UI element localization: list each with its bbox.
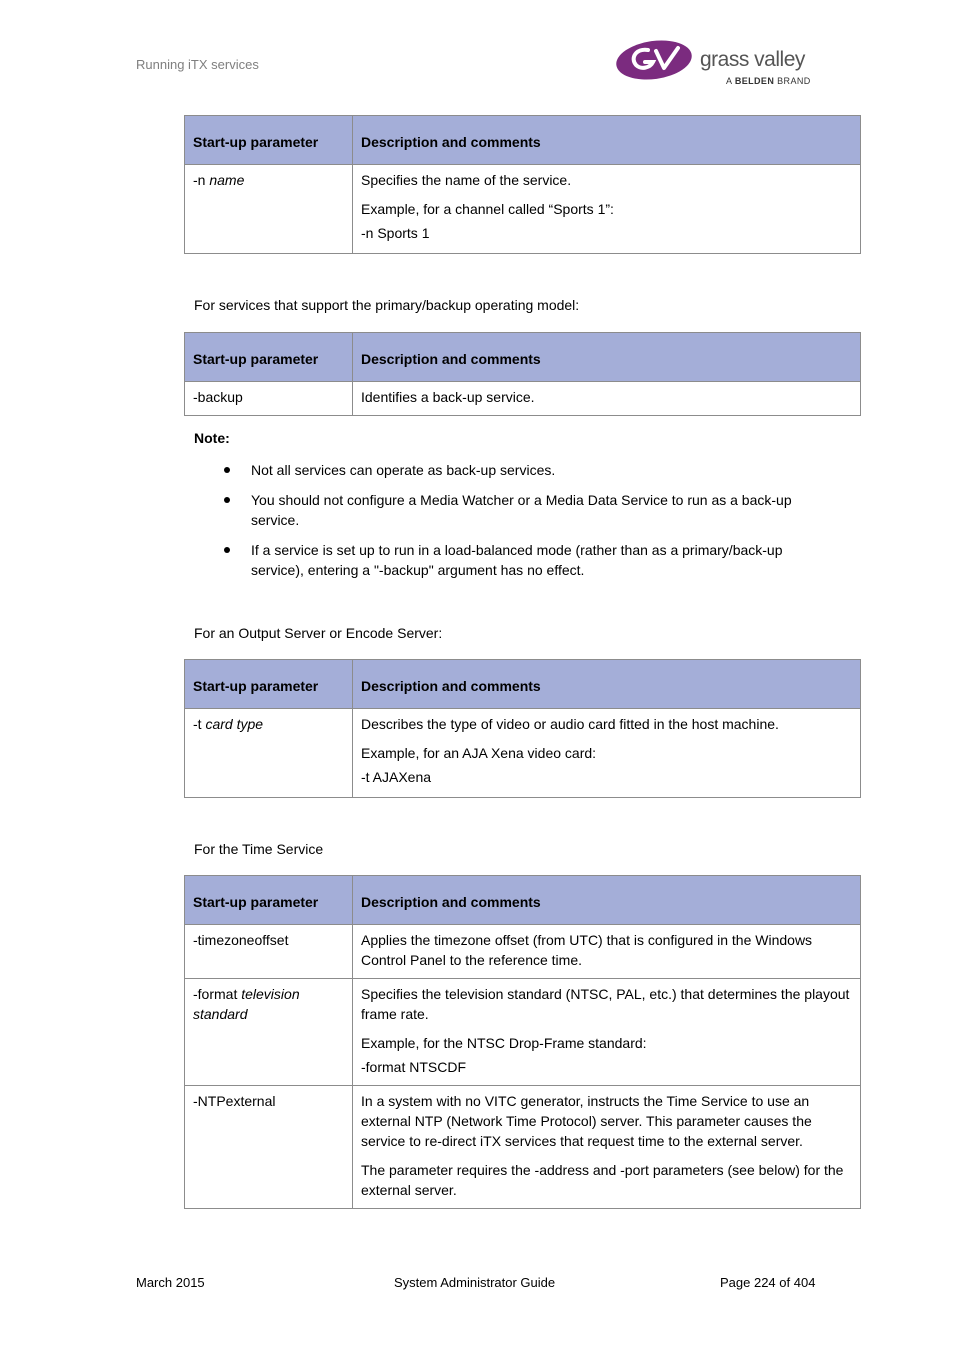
- column-header-desc: Description and comments: [353, 333, 861, 382]
- running-header: Running iTX services: [136, 57, 259, 72]
- output-server-paragraph: For an Output Server or Encode Server:: [194, 625, 443, 641]
- backup-table: [184, 332, 861, 416]
- grass-valley-logo: [614, 36, 824, 92]
- param-cell: -backup: [185, 382, 353, 416]
- param-cell: -n name: [185, 165, 353, 254]
- list-item: You should not configure a Media Watcher or a Media Data Service to run as a back-up service.: [222, 490, 822, 530]
- desc-cell: Identifies a back-up service.: [353, 382, 861, 416]
- table-row: [185, 709, 861, 798]
- list-item: Not all services can operate as back-up services.: [222, 460, 822, 480]
- desc-cell: Describes the type of video or audio card fitted in the host machine. Example, for an AJA Xena video card: -t AJAXena: [353, 709, 861, 798]
- param-cell: -NTPexternal: [185, 1086, 353, 1209]
- param-cell: -timezoneoffset: [185, 925, 353, 979]
- desc-cell: Applies the timezone offset (from UTC) that is configured in the Windows Control Panel to the reference time.: [353, 925, 861, 979]
- note-heading: Note:: [194, 430, 230, 446]
- list-item: If a service is set up to run in a load-balanced mode (rather than as a primary/back-up service), entering a "-backup" argument has no effect.: [222, 540, 822, 580]
- footer-date: March 2015: [136, 1275, 205, 1290]
- note-list: [222, 460, 822, 590]
- column-header-desc: Description and comments: [353, 660, 861, 709]
- card-type-table: [184, 659, 861, 798]
- column-header-param: Start-up parameter: [185, 116, 353, 165]
- desc-cell: Specifies the name of the service. Example, for a channel called “Sports 1”: -n Sports 1: [353, 165, 861, 254]
- time-service-paragraph: For the Time Service: [194, 841, 324, 857]
- footer-page-number: Page 224 of 404: [720, 1275, 816, 1290]
- column-header-desc: Description and comments: [353, 876, 861, 925]
- desc-cell: In a system with no VITC generator, instructs the Time Service to use an external NTP (Network Time Protocol) server. This parameter causes the service to re-direct iTX services that request time to the external server. The parameter requires the -address and -port parameters (see below) for the external server.: [353, 1086, 861, 1209]
- column-header-param: Start-up parameter: [185, 333, 353, 382]
- column-header-param: Start-up parameter: [185, 660, 353, 709]
- footer-title: System Administrator Guide: [394, 1275, 556, 1290]
- bullet-icon: [224, 497, 230, 503]
- table-row: [185, 382, 861, 416]
- intro-paragraph: For services that support the primary/backup operating model:: [194, 297, 580, 313]
- column-header-param: Start-up parameter: [185, 876, 353, 925]
- logo-tagline: A BELDEN BRAND: [726, 76, 811, 86]
- logo-wordmark: grass valley: [700, 48, 805, 71]
- column-header-desc: Description and comments: [353, 116, 861, 165]
- table-row: [185, 165, 861, 254]
- table-row: [185, 925, 861, 979]
- bullet-icon: [224, 467, 230, 473]
- desc-cell: Specifies the television standard (NTSC, PAL, etc.) that determines the playout frame rate. Example, for the NTSC Drop-Frame standard: -format NTSCDF: [353, 979, 861, 1086]
- table-row: [185, 1086, 861, 1209]
- param-cell: -t card type: [185, 709, 353, 798]
- table-row: [185, 979, 861, 1086]
- gv-mark-icon: [614, 38, 698, 86]
- service-name-table: [184, 115, 861, 254]
- time-service-table: [184, 875, 861, 1209]
- param-cell: -format television standard: [185, 979, 353, 1086]
- bullet-icon: [224, 547, 230, 553]
